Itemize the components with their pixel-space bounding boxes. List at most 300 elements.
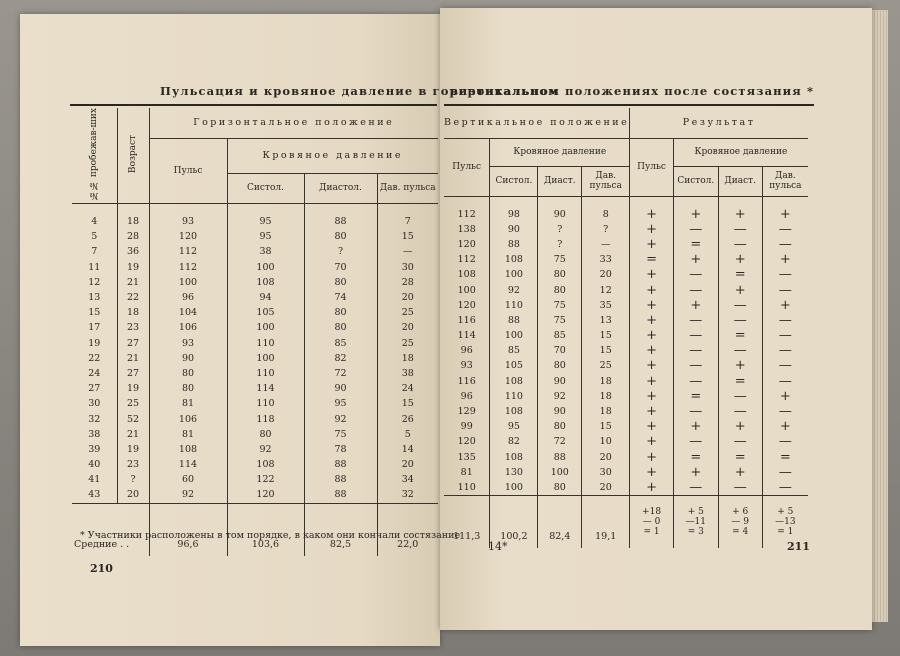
participant-number: 39 <box>88 443 101 455</box>
result-pulse-pressure-cell: + <box>762 419 808 434</box>
pulse-pressure-v-cell: 30 <box>582 465 630 480</box>
pulse-h-cell: 92 <box>149 487 227 503</box>
pulse-v-cell: 116 <box>457 375 476 387</box>
diastolic-h-cell: 70 <box>304 260 377 275</box>
table-row <box>444 450 808 465</box>
diastolic-v-cell: 90 <box>538 404 582 419</box>
result-diastolic-cell: + <box>718 252 762 267</box>
result-systolic-cell: = <box>673 237 718 252</box>
result-pulse-cell: + <box>630 358 674 373</box>
pulse-v-cell: 108 <box>457 269 476 281</box>
pulse-pressure-h-cell: 15 <box>377 229 438 244</box>
result-systolic-cell: — <box>673 404 718 419</box>
diastolic-h-cell: 75 <box>304 427 377 442</box>
result-summary-rs <box>673 496 718 549</box>
avg-pulse-h: 96,6 <box>149 503 227 556</box>
diastolic-h-cell: 88 <box>304 457 377 472</box>
result-systolic-cell: — <box>673 434 718 449</box>
table-row <box>444 267 808 282</box>
result-diastolic-cell: + <box>718 196 762 222</box>
result-diastolic-cell: + <box>718 282 762 297</box>
pulse-h-cell: 112 <box>149 260 227 275</box>
age-cell: 21 <box>117 275 149 290</box>
pulse-h-cell: 93 <box>149 203 227 229</box>
pulse-pressure-h-cell: 18 <box>377 351 438 366</box>
header-sys-h: Систол. <box>227 173 304 203</box>
pulse-pressure-v-cell: 15 <box>582 343 630 358</box>
pulse-v-cell: 120 <box>457 436 476 448</box>
result-summary-line: + 5 <box>777 507 794 518</box>
pulse-pressure-v-cell: ? <box>582 222 630 237</box>
pulse-pressure-h-cell: 20 <box>377 457 438 472</box>
pulse-h-cell: 90 <box>149 351 227 366</box>
participant-number: 17 <box>88 322 101 334</box>
result-pulse-cell: + <box>630 222 674 237</box>
diastolic-h-cell: 82 <box>304 351 377 366</box>
result-pulse-pressure-cell: — <box>762 434 808 449</box>
pulse-pressure-v-cell: 18 <box>582 389 630 404</box>
table-row <box>72 427 438 442</box>
pulse-pressure-v-cell: 20 <box>582 450 630 465</box>
page-number-right: 211 <box>787 540 810 553</box>
result-summary-line: = 4 <box>732 527 749 538</box>
participant-number: 19 <box>88 337 101 349</box>
result-pulse-cell: + <box>630 237 674 252</box>
result-summary-line: = 3 <box>687 527 704 538</box>
pulse-v-cell: 112 <box>457 254 476 266</box>
pulse-h-cell: 114 <box>149 457 227 472</box>
pulse-pressure-v-cell: 18 <box>582 404 630 419</box>
table-row <box>444 328 808 343</box>
result-systolic-cell: — <box>673 328 718 343</box>
pulse-h-cell: 106 <box>149 320 227 335</box>
diastolic-h-cell: 85 <box>304 335 377 350</box>
result-pulse-cell: + <box>630 298 674 313</box>
result-systolic-cell: = <box>673 450 718 465</box>
header-sys-v: Систол. <box>490 166 538 196</box>
systolic-h-cell: 120 <box>227 487 304 503</box>
diastolic-h-cell: 80 <box>304 305 377 320</box>
result-systolic-cell: — <box>673 343 718 358</box>
pulse-pressure-v-cell: 18 <box>582 374 630 389</box>
age-cell: 19 <box>117 381 149 396</box>
result-summary-line: —13 <box>775 517 796 528</box>
age-cell: 23 <box>117 457 149 472</box>
header-age: Возраст <box>117 108 149 203</box>
systolic-v-cell: 100 <box>490 480 538 496</box>
header-pp-v: Дав. пульса <box>582 166 630 196</box>
systolic-v-cell: 110 <box>490 389 538 404</box>
pulse-v-cell: 114 <box>457 330 476 342</box>
systolic-v-cell: 105 <box>490 358 538 373</box>
table-row <box>72 260 438 275</box>
result-summary-line: +18 <box>642 507 662 518</box>
result-pulse-cell: + <box>630 480 674 496</box>
diastolic-v-cell: 88 <box>538 450 582 465</box>
diastolic-v-cell: 100 <box>538 465 582 480</box>
pulse-v-cell: 110 <box>457 481 476 493</box>
result-diastolic-cell: = <box>718 450 762 465</box>
participant-number: 11 <box>88 261 101 273</box>
age-cell: 36 <box>117 244 149 259</box>
pulse-v-cell: 138 <box>457 223 476 235</box>
pulse-pressure-h-cell: 20 <box>377 290 438 305</box>
pulse-h-cell: 81 <box>149 396 227 411</box>
result-pulse-pressure-cell: + <box>762 298 808 313</box>
table-row <box>444 298 808 313</box>
table-title-right: вертикальном положениях после состязания * <box>450 84 815 98</box>
pulse-pressure-v-cell: 12 <box>582 282 630 297</box>
systolic-v-cell: 108 <box>490 450 538 465</box>
participant-number: 27 <box>88 383 101 395</box>
systolic-h-cell: 108 <box>227 457 304 472</box>
result-pulse-cell: + <box>630 328 674 343</box>
result-pulse-pressure-cell: — <box>762 480 808 496</box>
pulse-pressure-v-cell: 20 <box>582 267 630 282</box>
pulse-pressure-h-cell: 38 <box>377 366 438 381</box>
result-pulse-cell: + <box>630 267 674 282</box>
pulse-pressure-h-cell: 20 <box>377 320 438 335</box>
participant-number: 41 <box>88 474 101 486</box>
pulse-h-cell: 100 <box>149 275 227 290</box>
systolic-h-cell: 114 <box>227 381 304 396</box>
result-diastolic-cell: = <box>718 328 762 343</box>
pulse-pressure-v-cell: 33 <box>582 252 630 267</box>
table-row <box>444 358 808 373</box>
result-systolic-cell: — <box>673 313 718 328</box>
header-pp-r: Дав. пульса <box>762 166 808 196</box>
header-bp-h: Кровяное давление <box>227 138 438 173</box>
diastolic-h-cell: 74 <box>304 290 377 305</box>
table-row <box>72 351 438 366</box>
avg-pulse-pressure-v: 19,1 <box>582 496 630 549</box>
result-diastolic-cell: — <box>718 313 762 328</box>
table-row <box>72 335 438 350</box>
pulse-h-cell: 106 <box>149 411 227 426</box>
age-cell: 21 <box>117 351 149 366</box>
result-pulse-cell: + <box>630 450 674 465</box>
header-pulse-v: Пульс <box>444 138 490 196</box>
age-cell: 19 <box>117 442 149 457</box>
header-dia-r: Диаст. <box>718 166 762 196</box>
header-number: №№ пробежав-ших <box>72 108 117 203</box>
header-pp-h: Дав. пульса <box>377 173 438 203</box>
systolic-v-cell: 108 <box>490 374 538 389</box>
systolic-h-cell: 100 <box>227 351 304 366</box>
age-cell: 52 <box>117 411 149 426</box>
averages-label: Средние . . <box>72 503 149 556</box>
systolic-h-cell: 108 <box>227 275 304 290</box>
table-row <box>72 457 438 472</box>
table-row <box>72 472 438 487</box>
result-diastolic-cell: — <box>718 222 762 237</box>
result-diastolic-cell: — <box>718 389 762 404</box>
diastolic-h-cell: 72 <box>304 366 377 381</box>
avg-systolic-h: 103,6 <box>227 503 304 556</box>
table-row <box>72 442 438 457</box>
result-systolic-cell: + <box>673 252 718 267</box>
diastolic-v-cell: 72 <box>538 434 582 449</box>
result-systolic-cell: + <box>673 465 718 480</box>
result-diastolic-cell: = <box>718 267 762 282</box>
diastolic-v-cell: 90 <box>538 196 582 222</box>
pulse-pressure-v-cell: 15 <box>582 419 630 434</box>
pulse-v-cell: 120 <box>457 299 476 311</box>
avg-diastolic-h: 82,5 <box>304 503 377 556</box>
pulse-pressure-h-cell: — <box>377 244 438 259</box>
result-summary-line: — 9 <box>731 517 749 528</box>
result-pulse-pressure-cell: — <box>762 404 808 419</box>
systolic-v-cell: 82 <box>490 434 538 449</box>
diastolic-h-cell: 88 <box>304 487 377 503</box>
age-cell: 23 <box>117 320 149 335</box>
result-pulse-pressure-cell: + <box>762 252 808 267</box>
result-systolic-cell: — <box>673 267 718 282</box>
signature-mark: 14* <box>488 540 508 553</box>
systolic-h-cell: 110 <box>227 366 304 381</box>
pulse-pressure-v-cell: 20 <box>582 480 630 496</box>
header-pulse-h: Пульс <box>149 138 227 203</box>
diastolic-v-cell: 92 <box>538 389 582 404</box>
diastolic-h-cell: 88 <box>304 203 377 229</box>
pulse-v-cell: 112 <box>457 208 476 220</box>
systolic-v-cell: 88 <box>490 237 538 252</box>
header-vertical: Вертикальное положение <box>444 108 630 138</box>
pulse-v-cell: 96 <box>460 345 473 357</box>
result-pulse-pressure-cell: — <box>762 313 808 328</box>
header-horizontal: Горизонтальное положение <box>149 108 438 138</box>
result-systolic-cell: + <box>673 419 718 434</box>
result-diastolic-cell: — <box>718 434 762 449</box>
diastolic-v-cell: ? <box>538 237 582 252</box>
pulse-v-cell: 116 <box>457 314 476 326</box>
page-edges <box>872 10 888 622</box>
diastolic-v-cell: 85 <box>538 328 582 343</box>
table-row <box>72 381 438 396</box>
table-row <box>444 374 808 389</box>
result-pulse-cell: + <box>630 282 674 297</box>
systolic-h-cell: 118 <box>227 411 304 426</box>
pulse-h-cell: 80 <box>149 381 227 396</box>
table-row <box>444 434 808 449</box>
result-pulse-pressure-cell: + <box>762 196 808 222</box>
pulse-pressure-h-cell: 15 <box>377 396 438 411</box>
diastolic-v-cell: 80 <box>538 267 582 282</box>
table-row <box>444 313 808 328</box>
table-title-left: Пульсация и кровяное давление в горизонтальном <box>160 84 560 98</box>
diastolic-v-cell: 80 <box>538 480 582 496</box>
age-cell: 20 <box>117 487 149 503</box>
table-row <box>444 343 808 358</box>
pulse-h-cell: 93 <box>149 335 227 350</box>
result-pulse-cell: + <box>630 196 674 222</box>
systolic-v-cell: 110 <box>490 298 538 313</box>
table-row <box>72 396 438 411</box>
result-systolic-cell: — <box>673 358 718 373</box>
result-systolic-cell: + <box>673 196 718 222</box>
systolic-h-cell: 95 <box>227 229 304 244</box>
pulse-pressure-h-cell: 28 <box>377 275 438 290</box>
pulse-pressure-h-cell: 14 <box>377 442 438 457</box>
table-row <box>444 480 808 496</box>
result-systolic-cell: — <box>673 374 718 389</box>
table-row <box>72 487 438 503</box>
pulse-h-cell: 96 <box>149 290 227 305</box>
result-diastolic-cell: — <box>718 237 762 252</box>
diastolic-h-cell: 80 <box>304 229 377 244</box>
pulse-v-cell: 120 <box>457 238 476 250</box>
table-row <box>72 203 438 229</box>
result-pulse-cell: + <box>630 404 674 419</box>
diastolic-v-cell: 80 <box>538 282 582 297</box>
pulse-pressure-v-cell: 10 <box>582 434 630 449</box>
result-pulse-pressure-cell: — <box>762 237 808 252</box>
result-pulse-pressure-cell: — <box>762 343 808 358</box>
result-pulse-cell: + <box>630 419 674 434</box>
result-pulse-cell: + <box>630 343 674 358</box>
pulse-h-cell: 81 <box>149 427 227 442</box>
pulse-pressure-h-cell: 30 <box>377 260 438 275</box>
pulse-pressure-h-cell: 26 <box>377 411 438 426</box>
systolic-v-cell: 98 <box>490 196 538 222</box>
table-row <box>72 305 438 320</box>
pulse-pressure-v-cell: 15 <box>582 328 630 343</box>
diastolic-h-cell: 88 <box>304 472 377 487</box>
table-row <box>444 419 808 434</box>
participant-number: 12 <box>88 276 101 288</box>
result-pulse-cell: = <box>630 252 674 267</box>
pulse-pressure-h-cell: 34 <box>377 472 438 487</box>
participant-number: 43 <box>88 489 101 501</box>
table-row <box>444 282 808 297</box>
header-result: Результат <box>630 108 808 138</box>
pulse-v-cell: 96 <box>460 390 473 402</box>
data-table-right <box>444 108 808 548</box>
table-row <box>444 252 808 267</box>
systolic-v-cell: 108 <box>490 404 538 419</box>
pulse-pressure-h-cell: 7 <box>377 203 438 229</box>
table-row <box>444 237 808 252</box>
diastolic-v-cell: 70 <box>538 343 582 358</box>
age-cell: 27 <box>117 366 149 381</box>
top-rule-left <box>70 104 437 106</box>
result-summary-line: + 5 <box>687 507 704 518</box>
result-pulse-pressure-cell: — <box>762 358 808 373</box>
result-pulse-cell: + <box>630 389 674 404</box>
pulse-pressure-h-cell: 5 <box>377 427 438 442</box>
result-pulse-cell: + <box>630 374 674 389</box>
diastolic-v-cell: 80 <box>538 419 582 434</box>
systolic-v-cell: 130 <box>490 465 538 480</box>
result-diastolic-cell: — <box>718 480 762 496</box>
pulse-pressure-v-cell: — <box>582 237 630 252</box>
systolic-v-cell: 90 <box>490 222 538 237</box>
result-summary-line: = 1 <box>777 527 794 538</box>
systolic-h-cell: 100 <box>227 260 304 275</box>
pulse-v-cell: 81 <box>460 466 473 478</box>
systolic-h-cell: 92 <box>227 442 304 457</box>
result-pulse-pressure-cell: — <box>762 267 808 282</box>
pulse-v-cell: 99 <box>460 421 473 433</box>
result-pulse-pressure-cell: — <box>762 374 808 389</box>
pulse-v-cell: 129 <box>457 406 476 418</box>
diastolic-v-cell: 75 <box>538 298 582 313</box>
pulse-h-cell: 60 <box>149 472 227 487</box>
pulse-h-cell: 120 <box>149 229 227 244</box>
diastolic-h-cell: 80 <box>304 275 377 290</box>
result-diastolic-cell: — <box>718 343 762 358</box>
result-pulse-pressure-cell: + <box>762 389 808 404</box>
age-cell: 18 <box>117 305 149 320</box>
result-pulse-cell: + <box>630 313 674 328</box>
top-rule-right <box>444 104 814 106</box>
pulse-v-cell: 100 <box>457 284 476 296</box>
table-row <box>444 404 808 419</box>
table-row <box>444 465 808 480</box>
systolic-h-cell: 110 <box>227 396 304 411</box>
pulse-v-cell: 135 <box>457 451 476 463</box>
result-diastolic-cell: — <box>718 404 762 419</box>
diastolic-h-cell: 92 <box>304 411 377 426</box>
pulse-pressure-h-cell: 24 <box>377 381 438 396</box>
diastolic-h-cell: 80 <box>304 320 377 335</box>
participant-number: 30 <box>88 398 101 410</box>
result-diastolic-cell: + <box>718 419 762 434</box>
result-pulse-pressure-cell: — <box>762 222 808 237</box>
diastolic-v-cell: 90 <box>538 374 582 389</box>
result-summary-line: + 6 <box>732 507 749 518</box>
diastolic-v-cell: ? <box>538 222 582 237</box>
participant-number: 24 <box>88 367 101 379</box>
result-systolic-cell: — <box>673 480 718 496</box>
result-systolic-cell: + <box>673 298 718 313</box>
table-row <box>444 222 808 237</box>
pulse-h-cell: 80 <box>149 366 227 381</box>
diastolic-h-cell: 90 <box>304 381 377 396</box>
systolic-v-cell: 95 <box>490 419 538 434</box>
diastolic-v-cell: 75 <box>538 313 582 328</box>
table-row <box>72 320 438 335</box>
diastolic-v-cell: 80 <box>538 358 582 373</box>
systolic-v-cell: 85 <box>490 343 538 358</box>
avg-pulse-pressure-h: 22,0 <box>377 503 438 556</box>
systolic-h-cell: 80 <box>227 427 304 442</box>
diastolic-v-cell: 75 <box>538 252 582 267</box>
result-pulse-cell: + <box>630 465 674 480</box>
age-cell: 25 <box>117 396 149 411</box>
result-summary-line: —11 <box>685 517 706 528</box>
participant-number: 4 <box>91 216 98 228</box>
result-summary-line: = 1 <box>643 527 660 538</box>
systolic-h-cell: 110 <box>227 335 304 350</box>
avg-diastolic-v: 82,4 <box>538 496 582 549</box>
systolic-v-cell: 88 <box>490 313 538 328</box>
data-table-left <box>72 108 438 556</box>
table-row <box>72 411 438 426</box>
pulse-pressure-h-cell: 32 <box>377 487 438 503</box>
pulse-pressure-h-cell: 25 <box>377 335 438 350</box>
participant-number: 22 <box>88 352 101 364</box>
systolic-h-cell: 94 <box>227 290 304 305</box>
systolic-h-cell: 100 <box>227 320 304 335</box>
age-cell: 21 <box>117 427 149 442</box>
table-row <box>72 290 438 305</box>
result-diastolic-cell: — <box>718 298 762 313</box>
result-systolic-cell: = <box>673 389 718 404</box>
systolic-v-cell: 100 <box>490 267 538 282</box>
result-pulse-cell: + <box>630 434 674 449</box>
age-cell: 22 <box>117 290 149 305</box>
